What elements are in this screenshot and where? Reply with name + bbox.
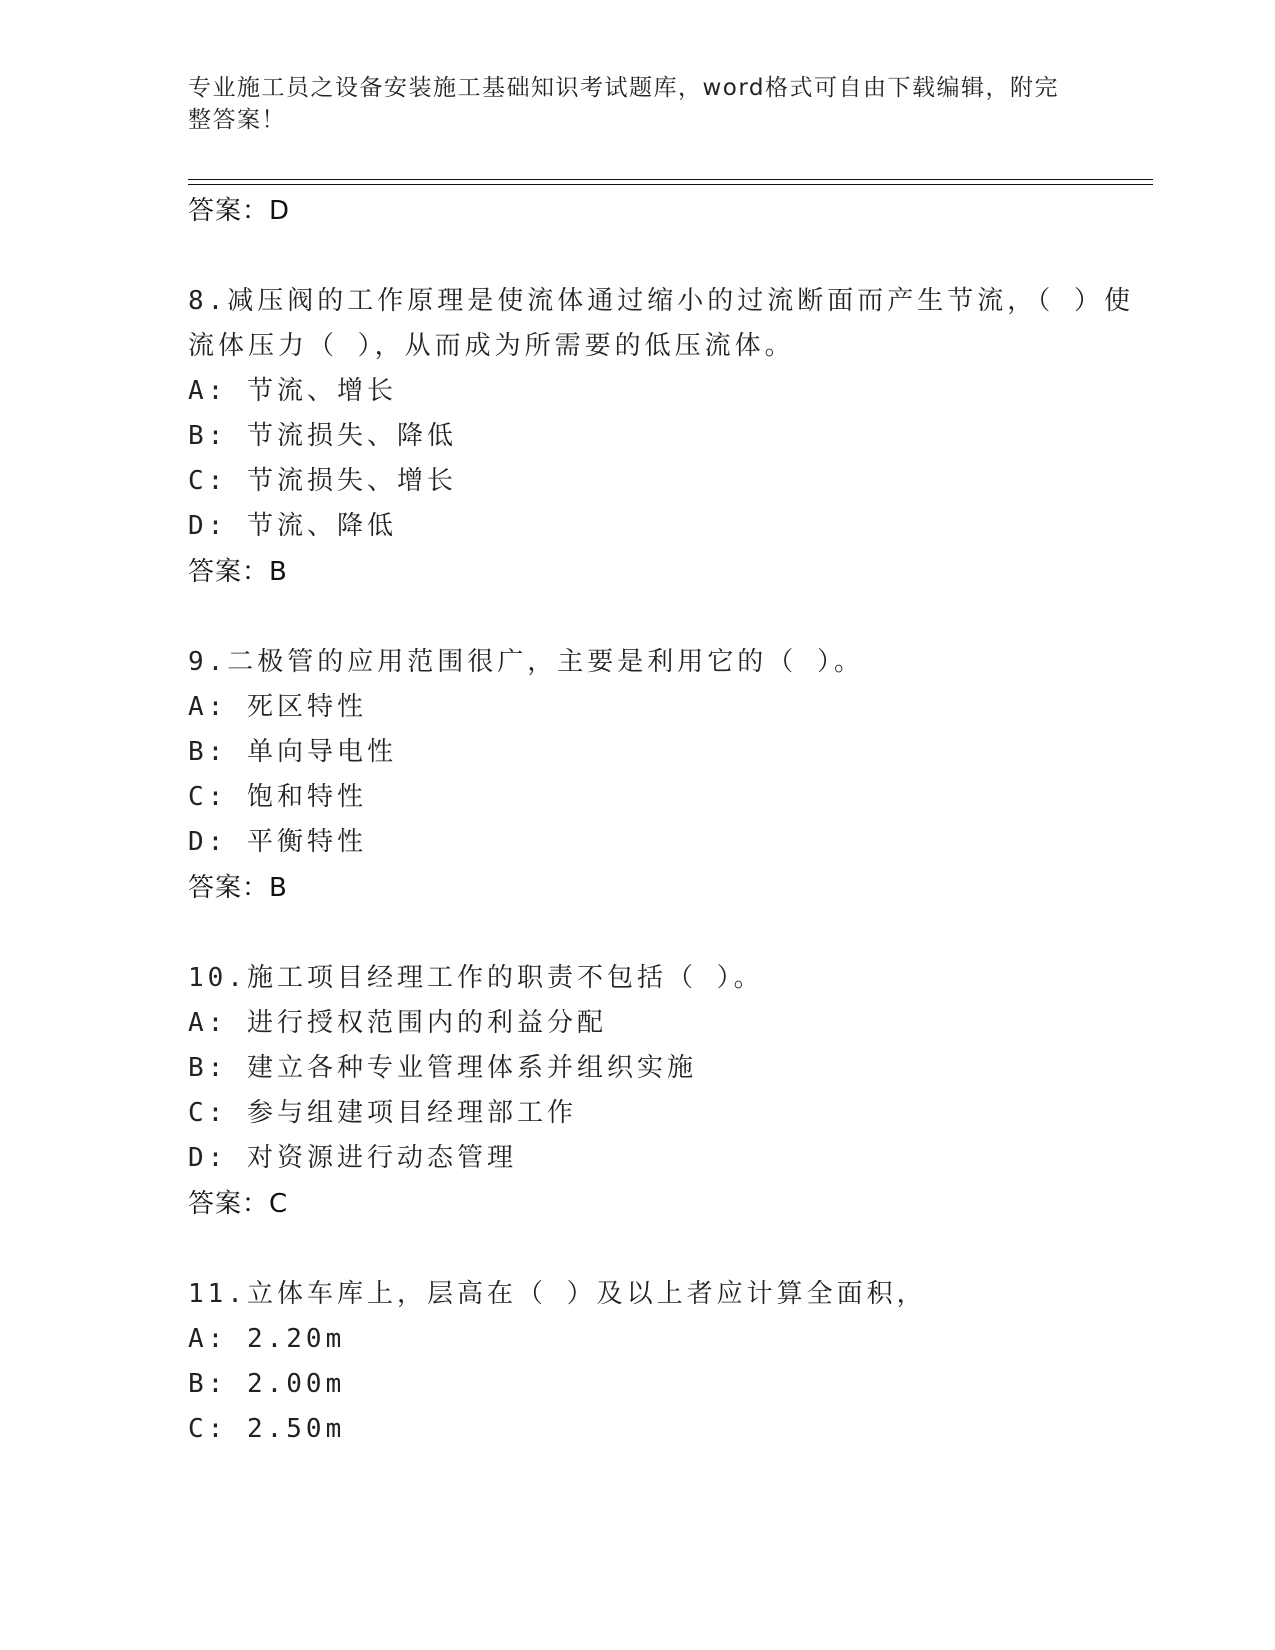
option-d: D: 对资源进行动态管理 (188, 1143, 517, 1173)
option-d: D: 节流、降低 (188, 511, 397, 541)
option-c: C: 参与组建项目经理部工作 (188, 1098, 577, 1128)
answer-line: 答案：B (188, 873, 288, 903)
option-c: C: 2.50m (188, 1414, 346, 1444)
question-stem: 8.减压阀的工作原理是使流体通过缩小的过流断面而产生节流，（ ）使流体压力（ ），从而成为所需要的低压流体。 (188, 286, 1134, 361)
option-b: B: 单向导电性 (188, 737, 397, 767)
option-b: B: 2.00m (188, 1369, 346, 1399)
question-block (188, 279, 1148, 595)
option-a: A: 死区特性 (188, 692, 367, 722)
question-stem: 11.立体车库上，层高在（ ）及以上者应计算全面积， (188, 1279, 927, 1309)
question-stem: 9.二极管的应用范围很广，主要是利用它的（ ）。 (188, 647, 864, 677)
header-divider-bottom (188, 184, 1153, 185)
answer-line: 答案：B (188, 557, 288, 587)
option-a: A: 进行授权范围内的利益分配 (188, 1008, 607, 1038)
option-c: C: 饱和特性 (188, 782, 367, 812)
answer-line: 答案：D (188, 196, 291, 226)
question-block (188, 640, 1148, 911)
question-block (188, 1272, 1148, 1452)
option-b: B: 建立各种专业管理体系并组织实施 (188, 1053, 697, 1083)
option-c: C: 节流损失、增长 (188, 466, 457, 496)
question-block (188, 956, 1148, 1227)
question-stem: 10.施工项目经理工作的职责不包括（ ）。 (188, 963, 764, 993)
question-list (188, 188, 1148, 1452)
option-b: B: 节流损失、降低 (188, 421, 457, 451)
header-divider-top (188, 179, 1153, 180)
option-a: A: 2.20m (188, 1324, 346, 1354)
answer-line: 答案：C (188, 1189, 289, 1219)
option-d: D: 平衡特性 (188, 827, 367, 857)
option-a: A: 节流、增长 (188, 376, 397, 406)
page-header: 专业施工员之设备安装施工基础知识考试题库，word格式可自由下载编辑，附完整答案！ (188, 75, 1060, 133)
